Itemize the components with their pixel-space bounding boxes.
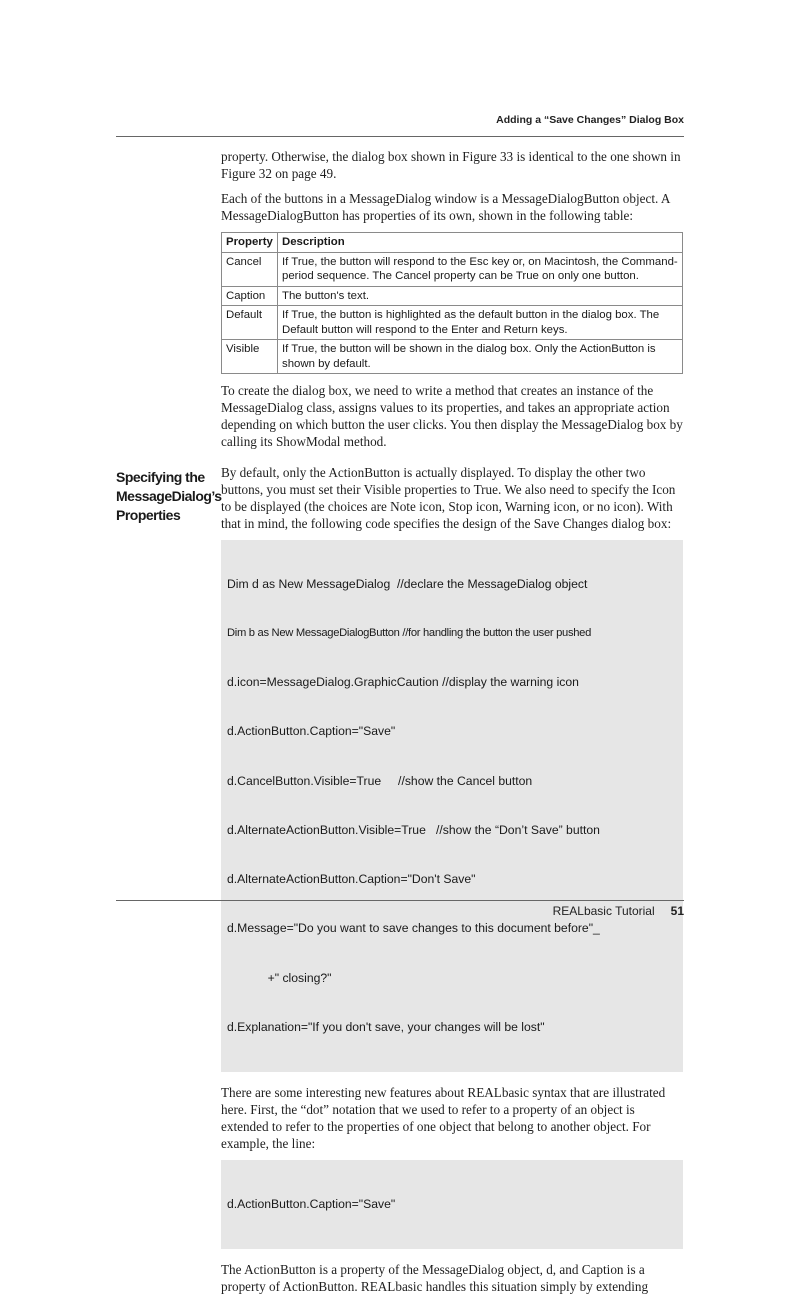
- table-header-row: [222, 233, 683, 253]
- description-cell: If True, the button is highlighted as the default button in the dialog box. The Default button will respond to the Enter and Return keys.: [278, 306, 683, 340]
- paragraph-2: Each of the buttons in a MessageDialog window is a MessageDialogButton object. A MessageDialogButton has properties of its own, shown in the following table:: [221, 191, 670, 223]
- paragraph-1: property. Otherwise, the dialog box shown in Figure 33 is identical to the one shown in Figure 32 on page 49.: [221, 149, 681, 181]
- paragraph-6: The ActionButton is a property of the MessageDialog object, d, and Caption is a property of ActionButton. REALbasic handles this situation simply by extending: [221, 1262, 649, 1295]
- paragraph-5: There are some interesting new features about REALbasic syntax that are illustrated here. First, the “dot” notation that we used to refer to a property of an object is extended to refer to the properties of one object that belong to another object. For example, the line:: [221, 1085, 666, 1151]
- code-line: d.icon=MessageDialog.GraphicCaution //display the warning icon: [227, 675, 579, 690]
- section-heading: Specifying the MessageDialog’s Properties: [116, 469, 222, 523]
- code-line: Dim d as New MessageDialog //declare the MessageDialog object: [227, 576, 588, 591]
- code-line: d.Explanation="If you don't save, your changes will be lost": [227, 1019, 545, 1034]
- code-line: d.Message="Do you want to save changes to this document before"_: [227, 921, 600, 936]
- header-rule: [116, 136, 684, 137]
- description-cell: The button's text.: [278, 286, 683, 306]
- code-line: d.CancelButton.Visible=True //show the Cancel button: [227, 773, 533, 788]
- description-cell: If True, the button will respond to the Esc key or, on Macintosh, the Command-period sequence. The Cancel property can be True on only one button.: [278, 252, 683, 286]
- table-row: [222, 252, 683, 286]
- table-row: [222, 306, 683, 340]
- property-cell: Default: [222, 306, 278, 340]
- description-cell: If True, the button will be shown in the dialog box. Only the ActionButton is shown by default.: [278, 340, 683, 374]
- running-header: Adding a “Save Changes” Dialog Box: [496, 114, 684, 126]
- table-row: [222, 340, 683, 374]
- footer-label: REALbasic Tutorial: [552, 904, 655, 918]
- main-column: [221, 148, 684, 1303]
- code-line: d.AlternateActionButton.Caption="Don't Save": [227, 872, 476, 887]
- property-cell: Cancel: [222, 252, 278, 286]
- property-cell: Caption: [222, 286, 278, 306]
- page-footer: [116, 904, 684, 918]
- code-line: d.ActionButton.Caption="Save": [227, 724, 396, 739]
- page-number: 51: [670, 904, 684, 918]
- column-header-description: Description: [278, 233, 683, 253]
- property-cell: Visible: [222, 340, 278, 374]
- code-block: [221, 540, 683, 1072]
- code-line: d.ActionButton.Caption="Save": [227, 1196, 396, 1211]
- code-line: Dim b as New MessageDialogButton //for handling the button the user pushed: [227, 627, 591, 640]
- table-row: [222, 286, 683, 306]
- code-line: +" closing?": [227, 970, 332, 985]
- code-snippet: [221, 1160, 683, 1249]
- code-line: d.AlternateActionButton.Visible=True //show the “Don’t Save” button: [227, 822, 600, 837]
- paragraph-3: To create the dialog box, we need to write a method that creates an instance of the MessageDialog class, assigns values to its properties, and takes an appropriate action depending on which button the user clicks. You then display the MessageDialog box by calling its ShowModal method.: [221, 383, 683, 449]
- paragraph-4: By default, only the ActionButton is actually displayed. To display the other two buttons, you must set their Visible properties to True. We also need to specify the Icon to be displayed (the choices are Note icon, Stop icon, Warning icon, or no icon). With that in mind, the following code specifies the design of the Save Changes dialog box:: [221, 465, 676, 531]
- column-header-property: Property: [222, 233, 278, 253]
- footer-rule: [116, 900, 684, 901]
- properties-table: [221, 232, 683, 374]
